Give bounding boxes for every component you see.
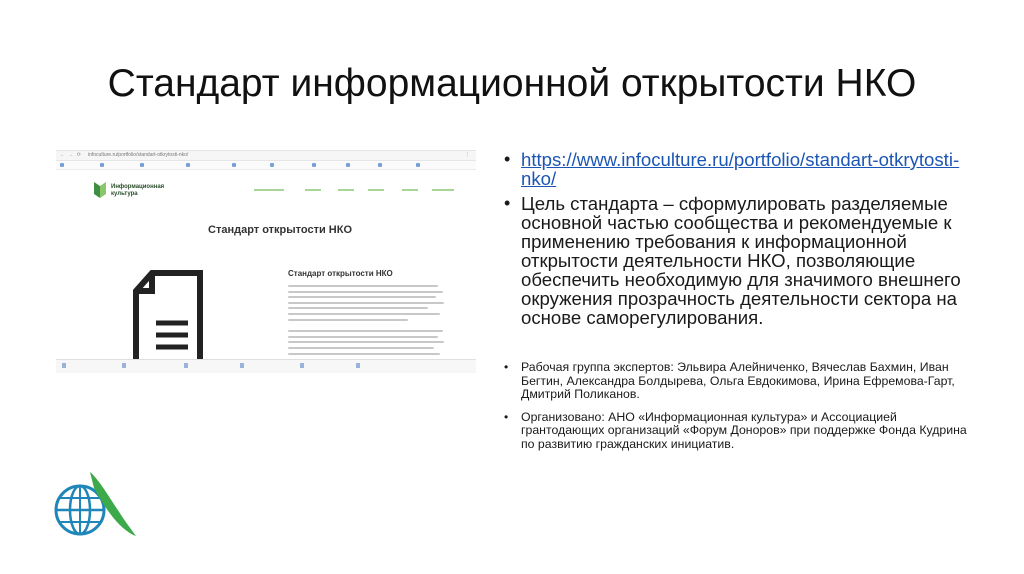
download-item xyxy=(122,363,128,368)
bookmarks-bar xyxy=(56,161,476,170)
download-item xyxy=(356,363,362,368)
bullet-marker: • xyxy=(504,360,509,374)
slide-title: Стандарт информационной открытости НКО xyxy=(107,62,917,105)
browser-menu-icon: ⋮ xyxy=(465,152,470,158)
bullet-marker: • xyxy=(504,409,509,424)
bullet-text: Организовано: АНО «Информационная культура» и Ассоциацией грантодающих организаций «Форум Доноров» при поддержке Фонда Кудрина по развитию гражданских инициатив. xyxy=(521,409,967,451)
bullet-marker: • xyxy=(504,193,511,213)
downloads-bar xyxy=(56,359,476,373)
screenshot-heading: Стандарт открытости НКО xyxy=(208,224,353,236)
bookmark-item xyxy=(232,162,238,167)
browser-url: infoculture.ru/portfolio/standart-otkrytosti-nko/ xyxy=(88,152,189,158)
website-screenshot xyxy=(56,150,476,373)
download-item xyxy=(184,363,190,368)
site-menu-item xyxy=(305,189,321,191)
bullet-text: Цель стандарта – сформулировать разделяемые основной частью сообщества и рекомендуемые к применению требования к информационной открытости деятельности НКО, позволяющие обеспечить необходимую для значимого внешнего окружения прозрачность деятельности сектора на основе саморегулирования. xyxy=(521,193,961,328)
site-menu-item xyxy=(254,189,284,191)
bookmark-item xyxy=(100,162,106,167)
bullet-marker: • xyxy=(504,149,511,169)
bullet-list xyxy=(502,150,972,460)
screenshot-paragraph xyxy=(288,285,448,358)
globe-logo-icon xyxy=(50,470,140,540)
infoculture-logo-text xyxy=(111,184,164,198)
bullet-goal xyxy=(502,194,972,327)
download-item xyxy=(240,363,246,368)
site-menu-item xyxy=(432,189,454,191)
bullet-text: Рабочая группа экспертов: Эльвира Алейниченко, Вячеслав Бахмин, Иван Бегтин, Александра Болдырева, Ольга Евдокимова, Ирина Ефремова-Гарт, Дмитрий Поликанов. xyxy=(521,360,955,401)
bookmark-item xyxy=(140,162,146,167)
infoculture-logo-icon xyxy=(94,182,106,198)
browser-address-bar xyxy=(56,151,476,161)
infoculture-link[interactable]: https://www.infoculture.ru/portfolio/standart-otkrytosti-nko/ xyxy=(521,149,960,189)
bullet-experts xyxy=(502,361,972,402)
site-menu-item xyxy=(402,189,418,191)
bullet-organizers xyxy=(502,411,972,452)
document-icon xyxy=(126,269,216,369)
browser-nav-icons: ← → ⟳ xyxy=(60,152,82,158)
logo-line: Информационная xyxy=(111,184,165,190)
screenshot-subheading: Стандарт открытости НКО xyxy=(288,269,393,278)
download-item xyxy=(62,363,68,368)
bullet-link xyxy=(502,150,972,188)
bookmark-item xyxy=(312,162,318,167)
bookmark-item xyxy=(60,162,66,167)
bookmark-item xyxy=(416,162,422,167)
bookmark-item xyxy=(270,162,276,167)
site-menu-item xyxy=(338,189,354,191)
bookmark-item xyxy=(186,162,192,167)
download-item xyxy=(300,363,306,368)
site-menu-item xyxy=(368,189,384,191)
bookmark-item xyxy=(378,162,384,167)
bookmark-item xyxy=(346,162,352,167)
logo-line: культура xyxy=(111,191,138,197)
